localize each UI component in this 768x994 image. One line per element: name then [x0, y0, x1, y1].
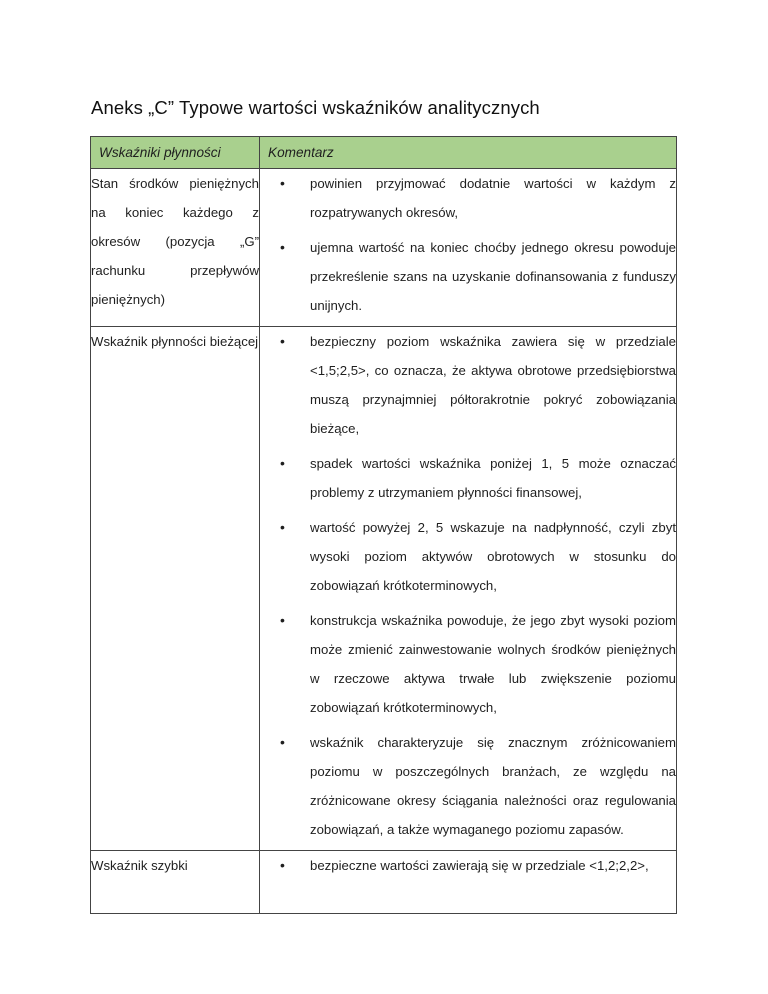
comment-list — [260, 327, 676, 844]
comment-list — [260, 169, 676, 320]
comment-cell — [260, 169, 677, 327]
header-indicator: Wskaźniki płynności — [91, 137, 260, 169]
table-row — [91, 327, 677, 851]
list-item: • konstrukcja wskaźnika powoduje, że jego zbyt wysoki poziom może zmienić zainwestowanie wolnych środków pieniężnych w rzeczowe aktywa trwałe lub zwiększenie poziomu zobowiązań krótkoterminowych, — [260, 606, 676, 722]
table-row — [91, 169, 677, 327]
list-item: • ujemna wartość na koniec choćby jednego okresu powoduje przekreślenie szans na uzyskanie dofinansowania z funduszy unijnych. — [260, 233, 676, 320]
indicator-cell: Wskaźnik płynności bieżącej — [91, 327, 260, 851]
indicator-cell: Stan środków pieniężnych na koniec każdego z okresów (pozycja „G” rachunku przepływów pieniężnych) — [91, 169, 260, 327]
page-title: Aneks „C” Typowe wartości wskaźników analitycznych — [91, 97, 540, 118]
header-comment: Komentarz — [260, 137, 677, 169]
list-item: • powinien przyjmować dodatnie wartości w każdym z rozpatrywanych okresów, — [260, 169, 676, 227]
comment-cell — [260, 851, 677, 914]
list-item: • wartość powyżej 2, 5 wskazuje na nadpłynność, czyli zbyt wysoki poziom aktywów obrotowych w stosunku do zobowiązań krótkoterminowych, — [260, 513, 676, 600]
indicator-cell: Wskaźnik szybki — [91, 851, 260, 914]
table-header-row — [91, 137, 677, 169]
list-item: • spadek wartości wskaźnika poniżej 1, 5 może oznaczać problemy z utrzymaniem płynności finansowej, — [260, 449, 676, 507]
list-item: • bezpieczne wartości zawierają się w przedziale <1,2;2,2>, — [260, 851, 676, 880]
list-item: • bezpieczny poziom wskaźnika zawiera się w przedziale <1,5;2,5>, co oznacza, że aktywa obrotowe przedsiębiorstwa muszą przynajmniej półtorakrotnie pokryć zobowiązania bieżące, — [260, 327, 676, 443]
table-row — [91, 851, 677, 914]
comment-cell — [260, 327, 677, 851]
list-item: • wskaźnik charakteryzuje się znacznym zróżnicowaniem poziomu w poszczególnych branżach, ze względu na zróżnicowane okresy ściągania należności oraz regulowania zobowiązań, a także wymaganego poziomu zapasów. — [260, 728, 676, 844]
indicators-table — [90, 136, 677, 914]
comment-list — [260, 851, 676, 880]
